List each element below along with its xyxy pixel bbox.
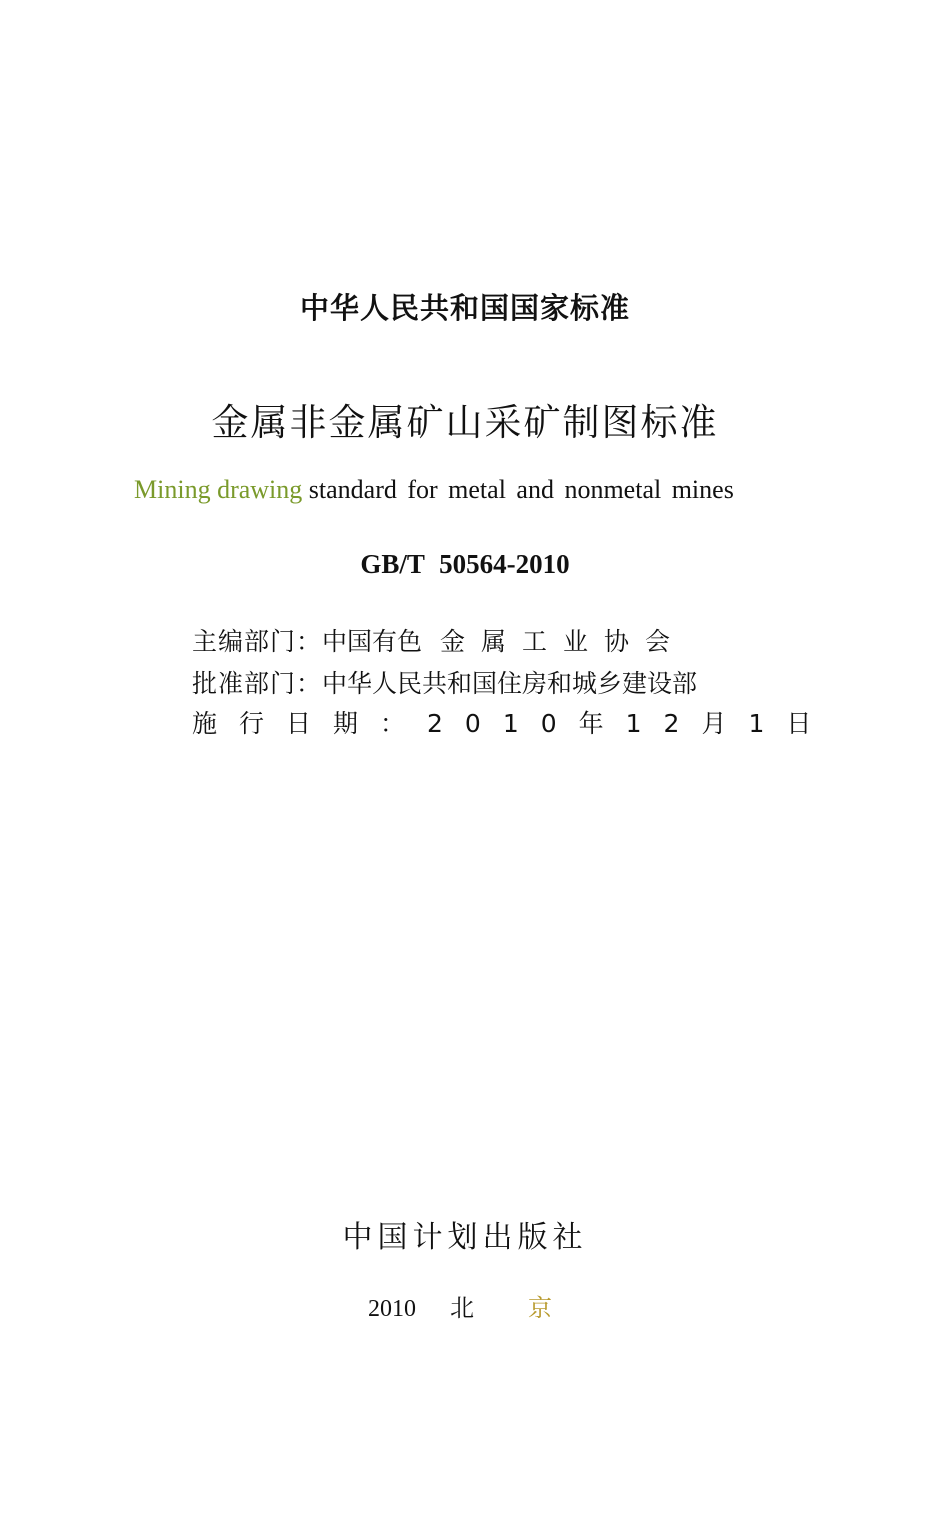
editor-value-b: 金属工业协会	[440, 627, 687, 656]
approver-value: 中华人民共和国住房和城乡建设部	[322, 669, 698, 698]
english-title	[134, 475, 734, 505]
imprint-year: 2010	[368, 1296, 416, 1322]
effective-label: 施行日期：	[192, 709, 428, 738]
imprint-line	[368, 1288, 552, 1323]
national-standard-heading: 中华人民共和国国家标准	[299, 291, 630, 325]
english-title-rest: standard for metal and nonmetal mines	[308, 475, 734, 504]
english-title-highlight: Mining drawing	[134, 475, 303, 504]
effective-value: 2010年12月1日	[427, 709, 834, 738]
approver-department-line	[192, 664, 697, 700]
imprint-city-first: 北	[450, 1294, 474, 1322]
chinese-title: 金属非金属矿山采矿制图标准	[211, 401, 719, 444]
editor-label: 主编部门：	[192, 627, 323, 656]
imprint-city-second: 京	[528, 1294, 552, 1322]
editor-value-a: 中国有色	[322, 627, 423, 656]
publisher-name: 中国计划出版社	[342, 1220, 588, 1255]
editor-department-line	[192, 622, 686, 658]
effective-date-line	[192, 704, 833, 740]
approver-label: 批准部门：	[192, 669, 323, 698]
standard-number: GB/T 50564-2010	[360, 549, 570, 579]
